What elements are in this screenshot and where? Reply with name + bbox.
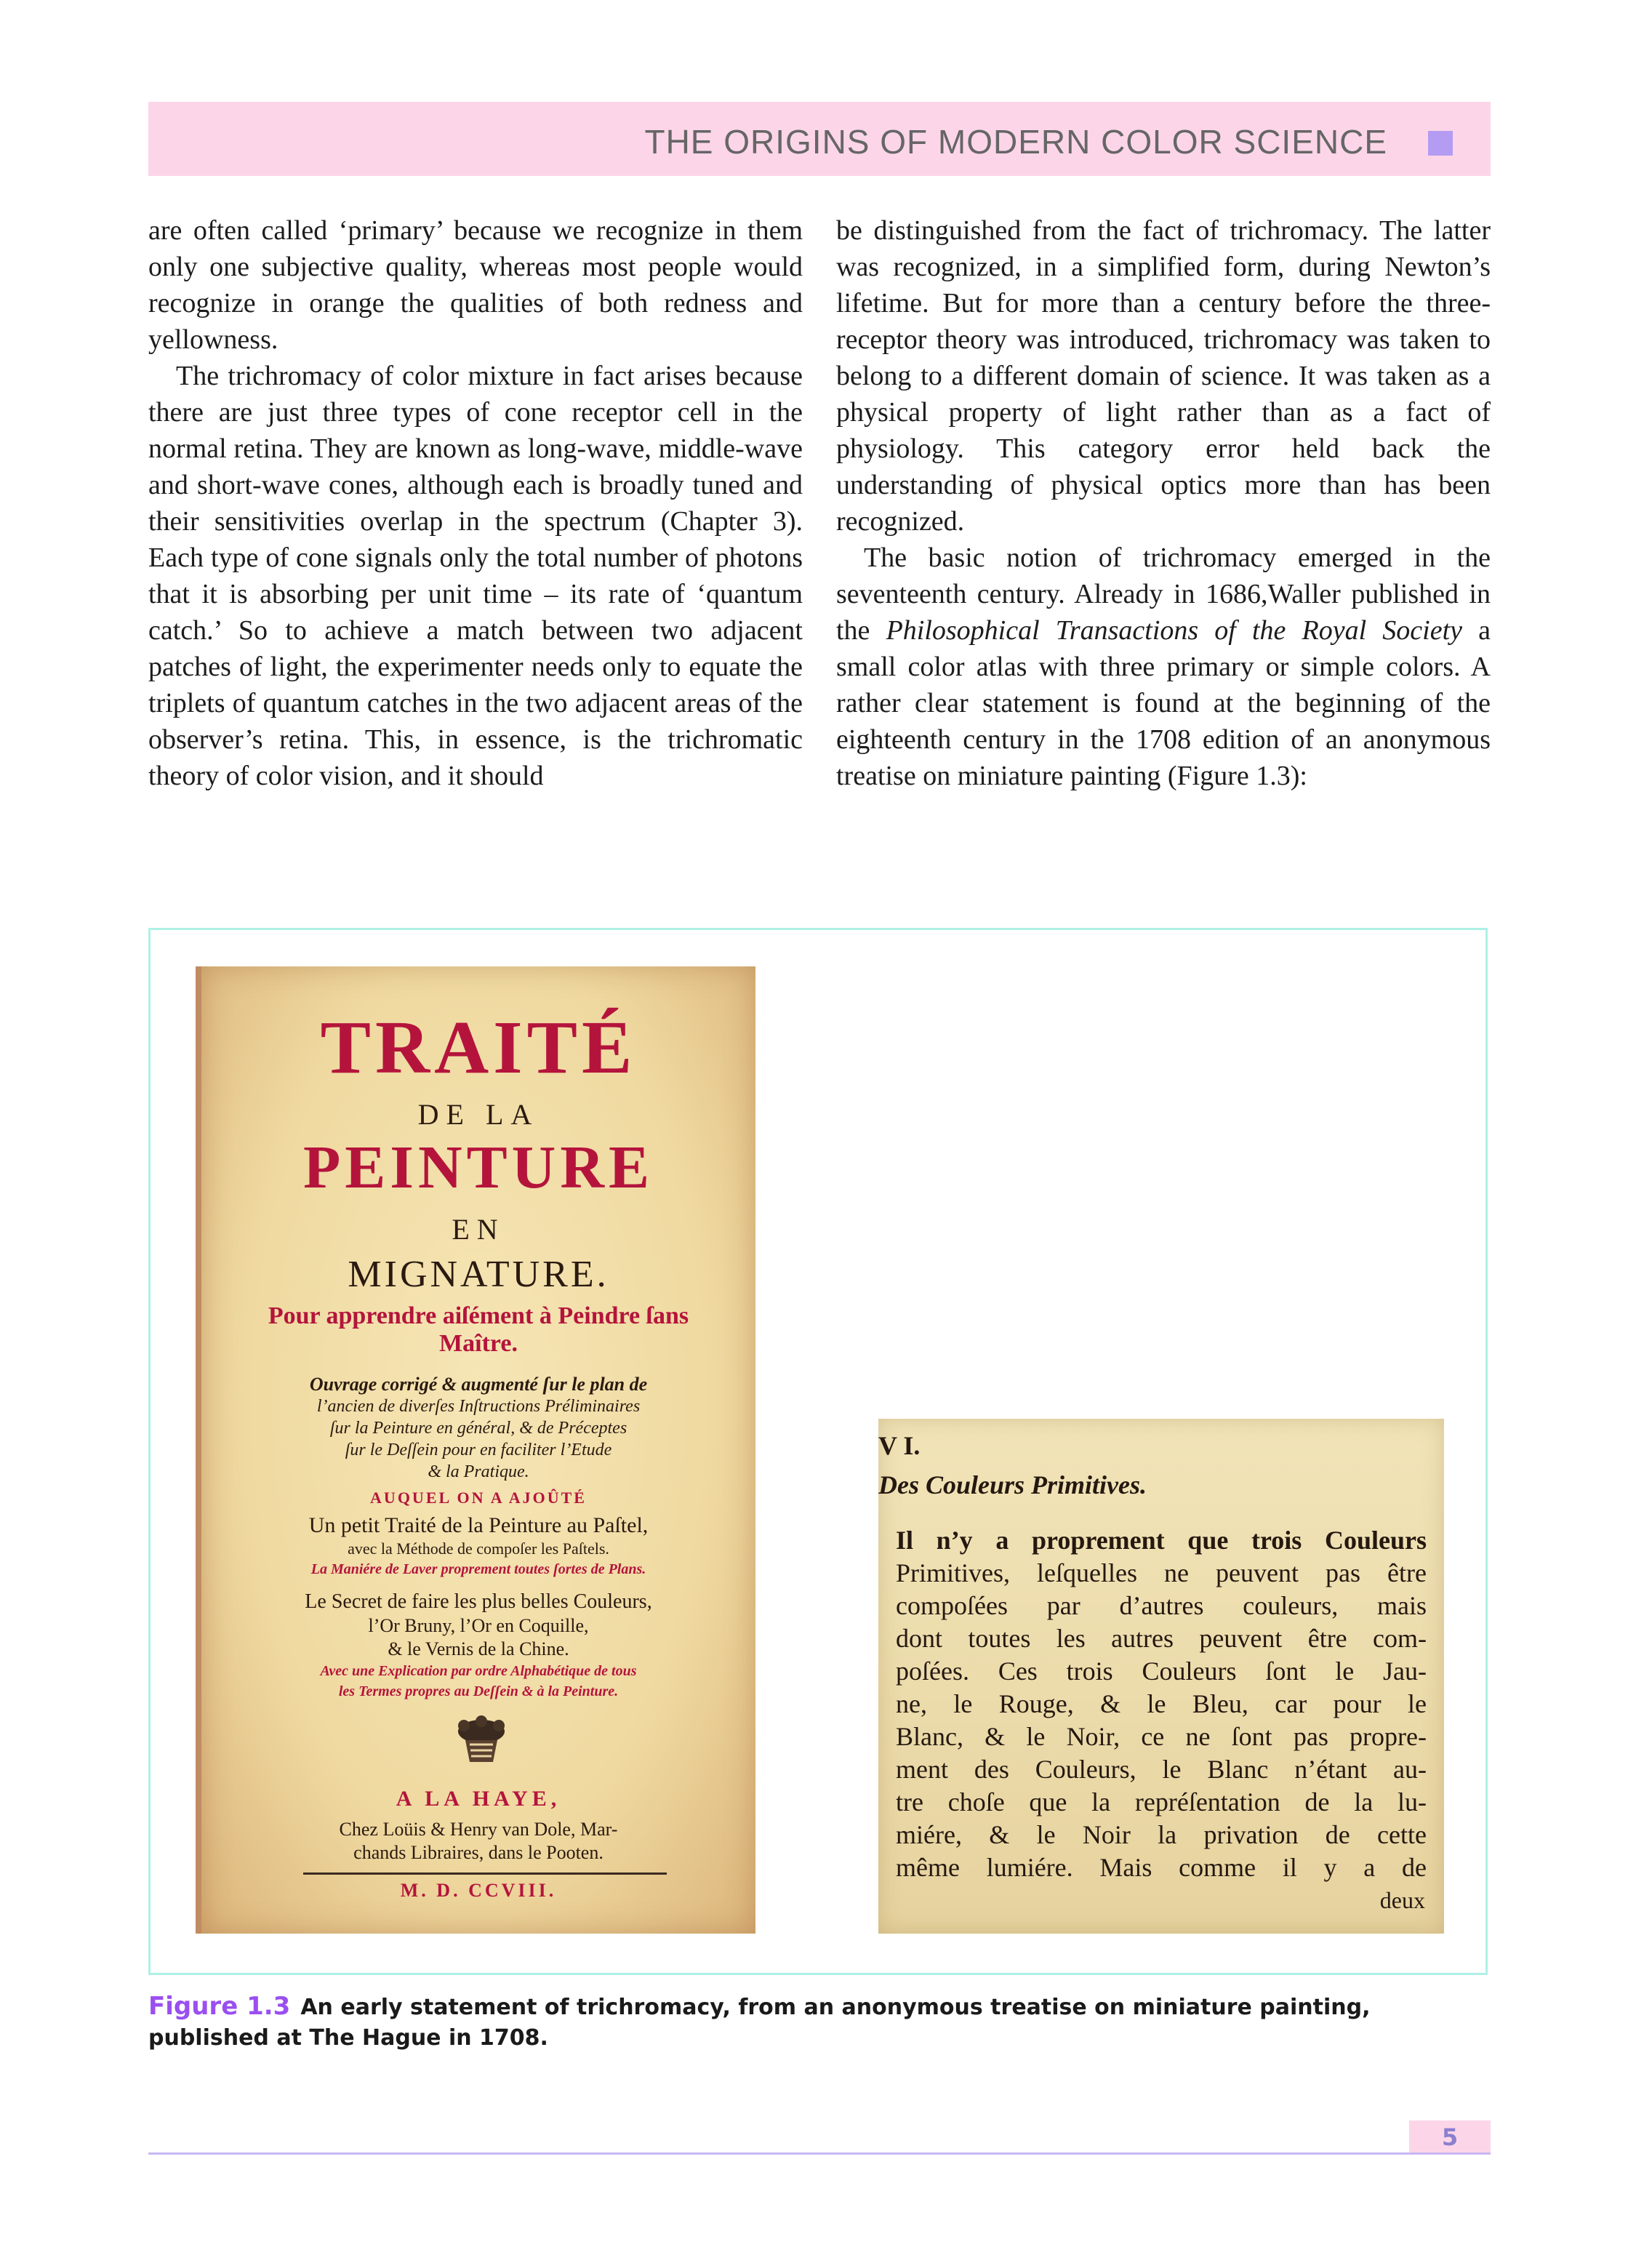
text-line-6: ne, le Rouge, & le Bleu, car pour le [896, 1689, 1427, 1718]
right-paragraph-2 [836, 540, 1491, 794]
figure-caption [148, 1991, 1491, 2054]
title-desc-1: Ouvrage corrigé & augmenté ſur le plan de [309, 1374, 648, 1395]
title-desc-5: & la Pratique. [428, 1462, 529, 1481]
left-paragraph-2: The trichromacy of color mixture in fact arises because there are just three types of cone receptor cell in the normal retina. They are known as long-wave, middle-wave and short-wave cones, although each is broadly tuned and their sensitivities overlap in the spectrum (Chapter 3). Each type of cone signals only the total number of photons that it is absorbing per unit time – its rate of ‘quantum catch.’ So to achieve a match between two adjacent patches of light, the experimenter needs only to equate the triplets of quantum catches in the two adjacent areas of the observer’s retina. This, in essence, is the trichromatic theory of color vision, and it should [148, 361, 803, 791]
title-printer-2: chands Libraires, dans le Pooten. [353, 1842, 604, 1863]
right-column [836, 212, 1491, 794]
title-year: M. D. CCVIII. [400, 1880, 557, 1901]
title-explication-2: les Termes propres au Deſſein & à la Peinture. [338, 1683, 619, 1699]
title-desc-2: l’ancien de diverſes Inſtructions Préliminaires [316, 1397, 641, 1416]
treatise-text-page-image [878, 1419, 1444, 1934]
title-secret-1: Le Secret de faire les plus belles Couleurs, [305, 1590, 652, 1613]
title-secret-3: & le Vernis de la Chine. [388, 1638, 569, 1659]
title-desc-3: ſur la Peinture en général, & de Préceptes [329, 1419, 627, 1438]
title-ajoute: AUQUEL ON A AJOÛTÉ [370, 1489, 587, 1507]
title-de-la: DE LA [417, 1098, 540, 1131]
running-header [148, 102, 1491, 176]
title-secret-2: l’Or Bruny, l’Or en Coquille, [368, 1615, 589, 1636]
footer-rule [148, 2152, 1491, 2155]
right-paragraph-2-start: The basic notion of trichromacy emerged in the seventeenth century. Already in 1686,Waller published in the [836, 542, 1491, 646]
text-line-4: dont toutes les autres peuvent être com- [896, 1624, 1427, 1653]
right-paragraph-2-end: a small color atlas with three primary or simple colors. A rather clear statement is found at the beginning of the eighteenth century in the 1708 edition of an anonymous treatise on miniature painting (Figure 1.3): [836, 615, 1491, 791]
title-rule [303, 1873, 667, 1875]
text-line-10: miére, & le Noir la privation de cette [896, 1820, 1427, 1849]
left-paragraph-1: are often called ‘primary’ because we recognize in them only one subjective quality, whereas most people would recognize in orange the qualities of both redness and yellowness. [148, 215, 803, 355]
treatise-title-page-image [196, 966, 755, 1934]
figure-label: Figure 1.3 [148, 1992, 291, 2021]
text-line-3: compoſées par d’autres couleurs, mais [896, 1591, 1427, 1620]
left-column [148, 212, 803, 794]
text-line-2: Primitives, leſquelles ne peuvent pas être [896, 1558, 1427, 1587]
figure-caption-text: An early statement of trichromacy, from an anonymous treatise on miniature painting, published at The Hague in 1708. [148, 1995, 1371, 2051]
title-peinture: PEINTURE [302, 1134, 654, 1201]
title-en: EN [452, 1213, 505, 1246]
title-pastel-2: avec la Méthode de compoſer les Paſtels. [348, 1539, 609, 1558]
title-laver: La Maniére de Laver proprement toutes ſortes de Plans. [310, 1561, 646, 1577]
figure-1-3 [148, 928, 1488, 1975]
text-line-5: poſées. Ces trois Couleurs ſont le Jau- [896, 1657, 1427, 1686]
title-place: A LA HAYE, [396, 1787, 561, 1811]
title-subtitle-2: Maître. [439, 1330, 518, 1357]
title-explication-1: Avec une Explication par ordre Alphabétique de tous [320, 1663, 637, 1679]
title-desc-4: ſur le Deſſein pour en faciliter l’Etude [345, 1441, 612, 1459]
title-subtitle-1: Pour apprendre aiſément à Peindre ſans [268, 1302, 689, 1329]
text-line-7: Blanc, & le Noir, ce ne ſont pas propre- [896, 1722, 1427, 1751]
journal-title: Philosophical Transactions of the Royal Society [886, 615, 1462, 646]
header-square-icon [1428, 131, 1453, 156]
page-number-box [1409, 2120, 1491, 2152]
section-number: V I. [878, 1431, 921, 1460]
title-pastel-1: Un petit Traité de la Peinture au Paſtel, [308, 1513, 649, 1537]
text-line-9: tre choſe que la repréſentation de la lu- [896, 1787, 1427, 1817]
running-header-title: THE ORIGINS OF MODERN COLOR SCIENCE [644, 123, 1387, 161]
catchword: deux [1379, 1887, 1425, 1913]
section-heading: Des Couleurs Primitives. [878, 1470, 1147, 1499]
title-printer-1: Chez Loüis & Henry van Dole, Mar- [339, 1819, 618, 1840]
text-line-8: ment des Couleurs, le Blanc n’étant au- [896, 1755, 1427, 1784]
title-mignature: MIGNATURE. [348, 1254, 609, 1295]
flower-basket-ornament [452, 1715, 510, 1766]
text-line-11: même lumiére. Mais comme il y a de [896, 1853, 1427, 1882]
text-line-1: Il n’y a proprement que trois Couleurs [896, 1526, 1427, 1555]
right-paragraph-1: be distinguished from the fact of trichromacy. The latter was recognized, in a simplified form, during Newton’s lifetime. But for more than a century before the three-receptor theory was introduced, trichromacy was taken to belong to a different domain of science. It was taken as a physical property of light rather than as a fact of physiology. This category error held back the understanding of physical optics more than has been recognized. [836, 215, 1491, 537]
title-traite: TRAITÉ [320, 1006, 637, 1089]
page-number: 5 [1441, 2123, 1459, 2151]
